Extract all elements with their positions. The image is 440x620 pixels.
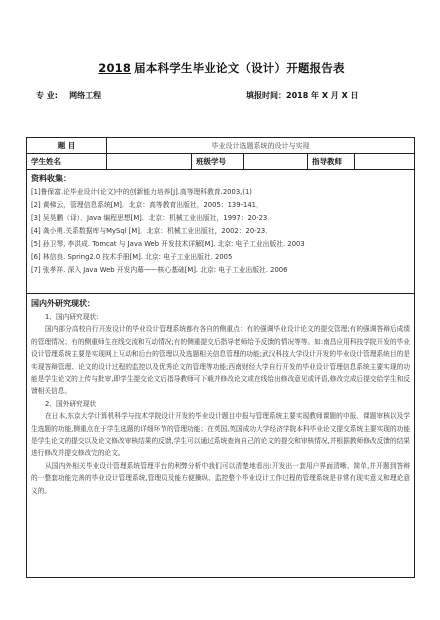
reference-item: [1]鲁保富.论毕业设计(论文)中的创新能力培养[J].高等理科教育.2003,(1)	[31, 188, 252, 196]
domestic-text: 国内部分高校自行开发设计的毕业设计管理系统都有各自的侧重点：有的强调毕业设计论文的提交管理;有的强调答辩后成绩的管理情况；有的侧重师生在线交流和互动情况;有的侧重提交后指导老师给予反馈的情况等等。如:南昌应用科技学院开发的毕业设计管理系统主要是实现网上互动和后台的管理以及选题相关信息管理的功能;武汉科技大学设计开发的毕业设计管理系统目的是实现答辩管理、论文的设计过程的监控以及优秀论文的管理等功能;西南财经大学自行开发的毕业设计管理信息系统主要实现的功能是学生论文的上传与批审,即学生提交论文后指导教师可下载并修改论文或在线给出修改意见或评语,修改完成后提交给学生和反馈相关信息。	[31, 325, 411, 396]
topic-label: 题 目	[27, 138, 107, 154]
topic-value: 毕业设计选题系统的设计与实现	[107, 138, 415, 154]
proposal-table	[26, 137, 415, 578]
report-title	[0, 60, 440, 76]
major-label: 专 业:	[36, 91, 58, 100]
foreign-title: 2、国外研究现状	[45, 399, 97, 408]
teacher-label: 指导教师	[308, 154, 355, 170]
date-field	[246, 90, 359, 101]
research-heading: 国内外研究现状：	[31, 299, 95, 308]
student-row	[27, 154, 415, 170]
reference-item: [4] 龚小勇.关系数据库与MySql [M]．北京：机械工业出版社，2002：20-23．	[31, 227, 273, 235]
class-number-label: 班级学号	[192, 154, 244, 170]
domestic-title: 1、国内研究现状:	[45, 313, 99, 321]
title-text: 届本科学生毕业论文（设计）开题报告表	[134, 61, 345, 75]
major-value: 网络工程	[69, 91, 102, 100]
reference-item: [3] 吴昊鹏（译）．Java 编程思想[M]．北京：机械工业出版社，1997：20-23．	[31, 214, 275, 222]
date-label: 填报时间：	[246, 91, 286, 100]
research-row	[27, 294, 415, 578]
reference-item: [6] 林信良. Spring2.0 技术手册[M]. 北京: 电子工业出版社. 2005	[31, 253, 233, 261]
reference-item: [7] 张孝祥. 深入 Java Web 开发内幕——核心基础[M]. 北京: 电子工业出版社. 2006	[31, 266, 288, 274]
reference-item: [5] 孙卫琴, 李洪成. Tomcat 与 Java Web 开发技术详解[M]. 北京: 电子工业出版社. 2003	[31, 240, 305, 248]
summary-text: 从国内外相关毕业设计管理系统管理平台的利弊分析中我们可以清楚地看出:开发出一套用户界面清晰、简单,并开题到答辩的一整套功能完善的毕业设计管理系统,管理员及能方便操纵、监控整个毕业设计工作过程的管理系统是非常有现实意义和理论意义的。	[31, 461, 411, 495]
student-name-label: 学生姓名	[27, 154, 107, 170]
foreign-text: 在日本,东京大学计算机科学与技术学院设计开发的毕业设计题目申报与管理系统主要实现教师课题的申报、课题审核以及学生选题的功能,侧重点在于学生选题的详细环节的管理功能；在英国,英国成功大学经济学院本科毕业论文提交系统主要实现的功能是学生论文的提交以及论文修改审核结果的反馈,学生可以通过系统查询自己的论文的提交和审核情况,并根据教师修改反馈的结果进行修改并提交修改完的论文。	[31, 412, 411, 458]
major-field	[36, 90, 101, 101]
teacher-value	[355, 154, 415, 170]
class-number-value	[244, 154, 308, 170]
references-row	[27, 170, 415, 294]
date-value: 2018 年 X 月 X 日	[286, 91, 359, 100]
title-year: 2018	[98, 61, 132, 75]
references-heading: 资料收集：	[31, 174, 71, 183]
reference-item: [2] 黄梯云，管理信息系统[M]．北京：高等教育出版社，2005：139-141．	[31, 201, 263, 209]
topic-row	[27, 138, 415, 154]
student-name-value	[107, 154, 192, 170]
